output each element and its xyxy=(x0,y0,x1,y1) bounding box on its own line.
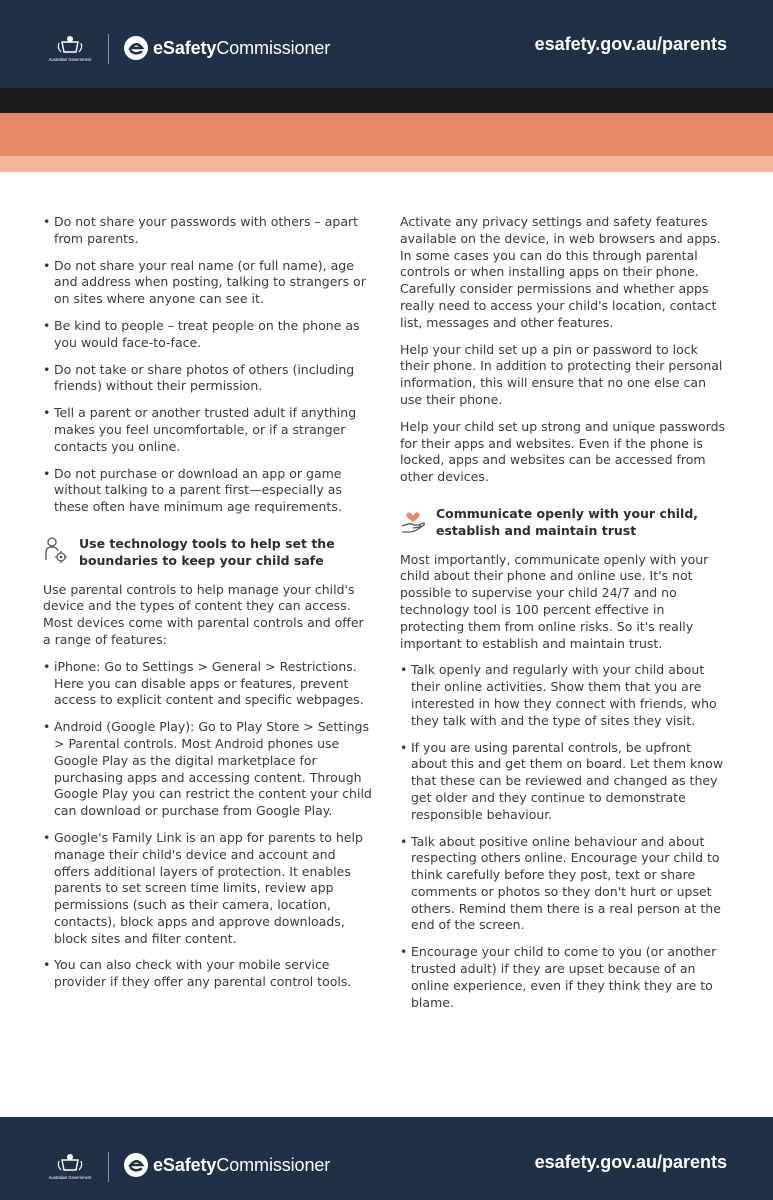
list-item: • Tell a parent or another trusted adult if anything makes you feel uncomfortable, or if a stranger contacts you online. xyxy=(43,405,373,455)
person-gear-icon xyxy=(43,536,69,566)
tools-heading-text: Use technology tools to help set the boundaries to keep your child safe xyxy=(79,535,335,568)
list-item: • Google's Family Link is an app for parents to help manage their child's device and account and offers additional layers of protection. It enables parents to set screen time limits, review app permissions (such as their camera, location, contacts), block apps and approve downloads, block sites and filter content. xyxy=(43,830,373,948)
esafety-logo[interactable] xyxy=(122,34,330,62)
pin-paragraph: Help your child set up a pin or password to lock their phone. In addition to protecting their personal information, this will ensure that no one else can use their phone. xyxy=(400,341,723,407)
tools-intro: Use parental controls to help manage your child's device and the types of content they can access. Most devices come with parental controls and offer a range of features: xyxy=(43,581,364,647)
heart-hand-icon xyxy=(400,506,426,536)
list-item: • Do not purchase or download an app or game without talking to a parent first—especially as these often have minimum age requirements. xyxy=(43,466,373,516)
privacy-paragraph: Activate any privacy settings and safety features available on the device, in web browsers and apps. In some cases you can do this through parental controls or when installing apps on their phone. Carefully consider permissions and whether apps really need to access your child's location, contact list, messages and other features. xyxy=(400,214,721,330)
crest-caption: Australian Government xyxy=(48,1175,92,1180)
list-item: • Be kind to people – treat people on the phone as you would face-to-face. xyxy=(43,318,373,352)
list-item: • Talk openly and regularly with your child about their online activities. Show them that you are interested in how they connect with friends, who they talk with and the type of sites they visit. xyxy=(400,662,730,729)
list-item: • You can also check with your mobile service provider if they offer any parental control tools. xyxy=(43,957,373,991)
right-column xyxy=(400,214,730,1021)
list-item: • Do not take or share photos of others (including friends) without their permission. xyxy=(43,362,373,396)
list-item: • Do not share your real name (or full name), age and address when posting, talking to strangers or on sites where anyone can see it. xyxy=(43,258,373,308)
list-item: • Encourage your child to come to you (or another trusted adult) if they are upset because of an online experience, even if they think they are to blame. xyxy=(400,944,730,1011)
passwords-paragraph: Help your child set up strong and unique passwords for their apps and websites. Even if the phone is locked, apps and websites can be accessed from other devices. xyxy=(400,418,726,485)
page-footer xyxy=(0,1117,773,1200)
site-url-link[interactable]: esafety.gov.au/parents xyxy=(534,1152,727,1172)
site-url-link[interactable]: esafety.gov.au/parents xyxy=(534,34,727,54)
rules-list xyxy=(43,214,373,516)
crest-caption: Australian Government xyxy=(48,57,92,62)
list-item: • Do not share your passwords with others – apart from parents. xyxy=(43,214,373,248)
coat-of-arms-icon xyxy=(43,1150,97,1182)
page-header xyxy=(0,0,773,88)
list-item: • Android (Google Play): Go to Play Store > Settings > Parental controls. Most Android phones use Google Play as the digital marketplace for purchasing apps and accessing content. Through Google Play you can restrict the content your child can download or purchase from Google Play. xyxy=(43,719,373,820)
list-item: • iPhone: Go to Settings > General > Restrictions. Here you can disable apps or features, prevent access to explicit content and specific webpages. xyxy=(43,659,373,709)
esafety-logo[interactable] xyxy=(122,1151,330,1179)
communicate-intro: Most importantly, communicate openly with your child about their phone and online use. It's not possible to supervise your child 24/7 and no technology tool is 100 percent effective in protecting them from online risks. So it's really important to establish and maintain trust. xyxy=(400,551,709,651)
communicate-list xyxy=(400,662,730,1011)
decorative-stripe-orange xyxy=(0,113,773,156)
tools-list xyxy=(43,659,373,991)
communicate-section-heading xyxy=(400,506,730,540)
logo-wordmark: eSafetyCommissioner xyxy=(153,1154,331,1175)
esafety-logo-icon xyxy=(122,1151,150,1179)
left-column xyxy=(43,214,373,1001)
coat-of-arms-icon xyxy=(43,32,97,64)
tools-section-heading xyxy=(43,536,373,570)
list-item: • If you are using parental controls, be upfront about this and get them on board. Let them know that these can be reviewed and changed as they get older and they continue to demonstrate responsible behaviour. xyxy=(400,740,730,824)
logo-divider xyxy=(108,1152,109,1182)
list-item: • Talk about positive online behaviour and about respecting others online. Encourage your child to think carefully before they post, text or share comments or photos so they don't hurt or upset others. Remind them there is a real person at the end of the screen. xyxy=(400,834,730,935)
logo-divider xyxy=(108,34,109,64)
decorative-stripe-peach xyxy=(0,156,773,172)
esafety-logo-icon xyxy=(122,34,150,62)
logo-wordmark: eSafetyCommissioner xyxy=(153,37,331,58)
communicate-heading-text: Communicate openly with your child, establish and maintain trust xyxy=(436,505,699,538)
decorative-stripe-dark xyxy=(0,88,773,113)
